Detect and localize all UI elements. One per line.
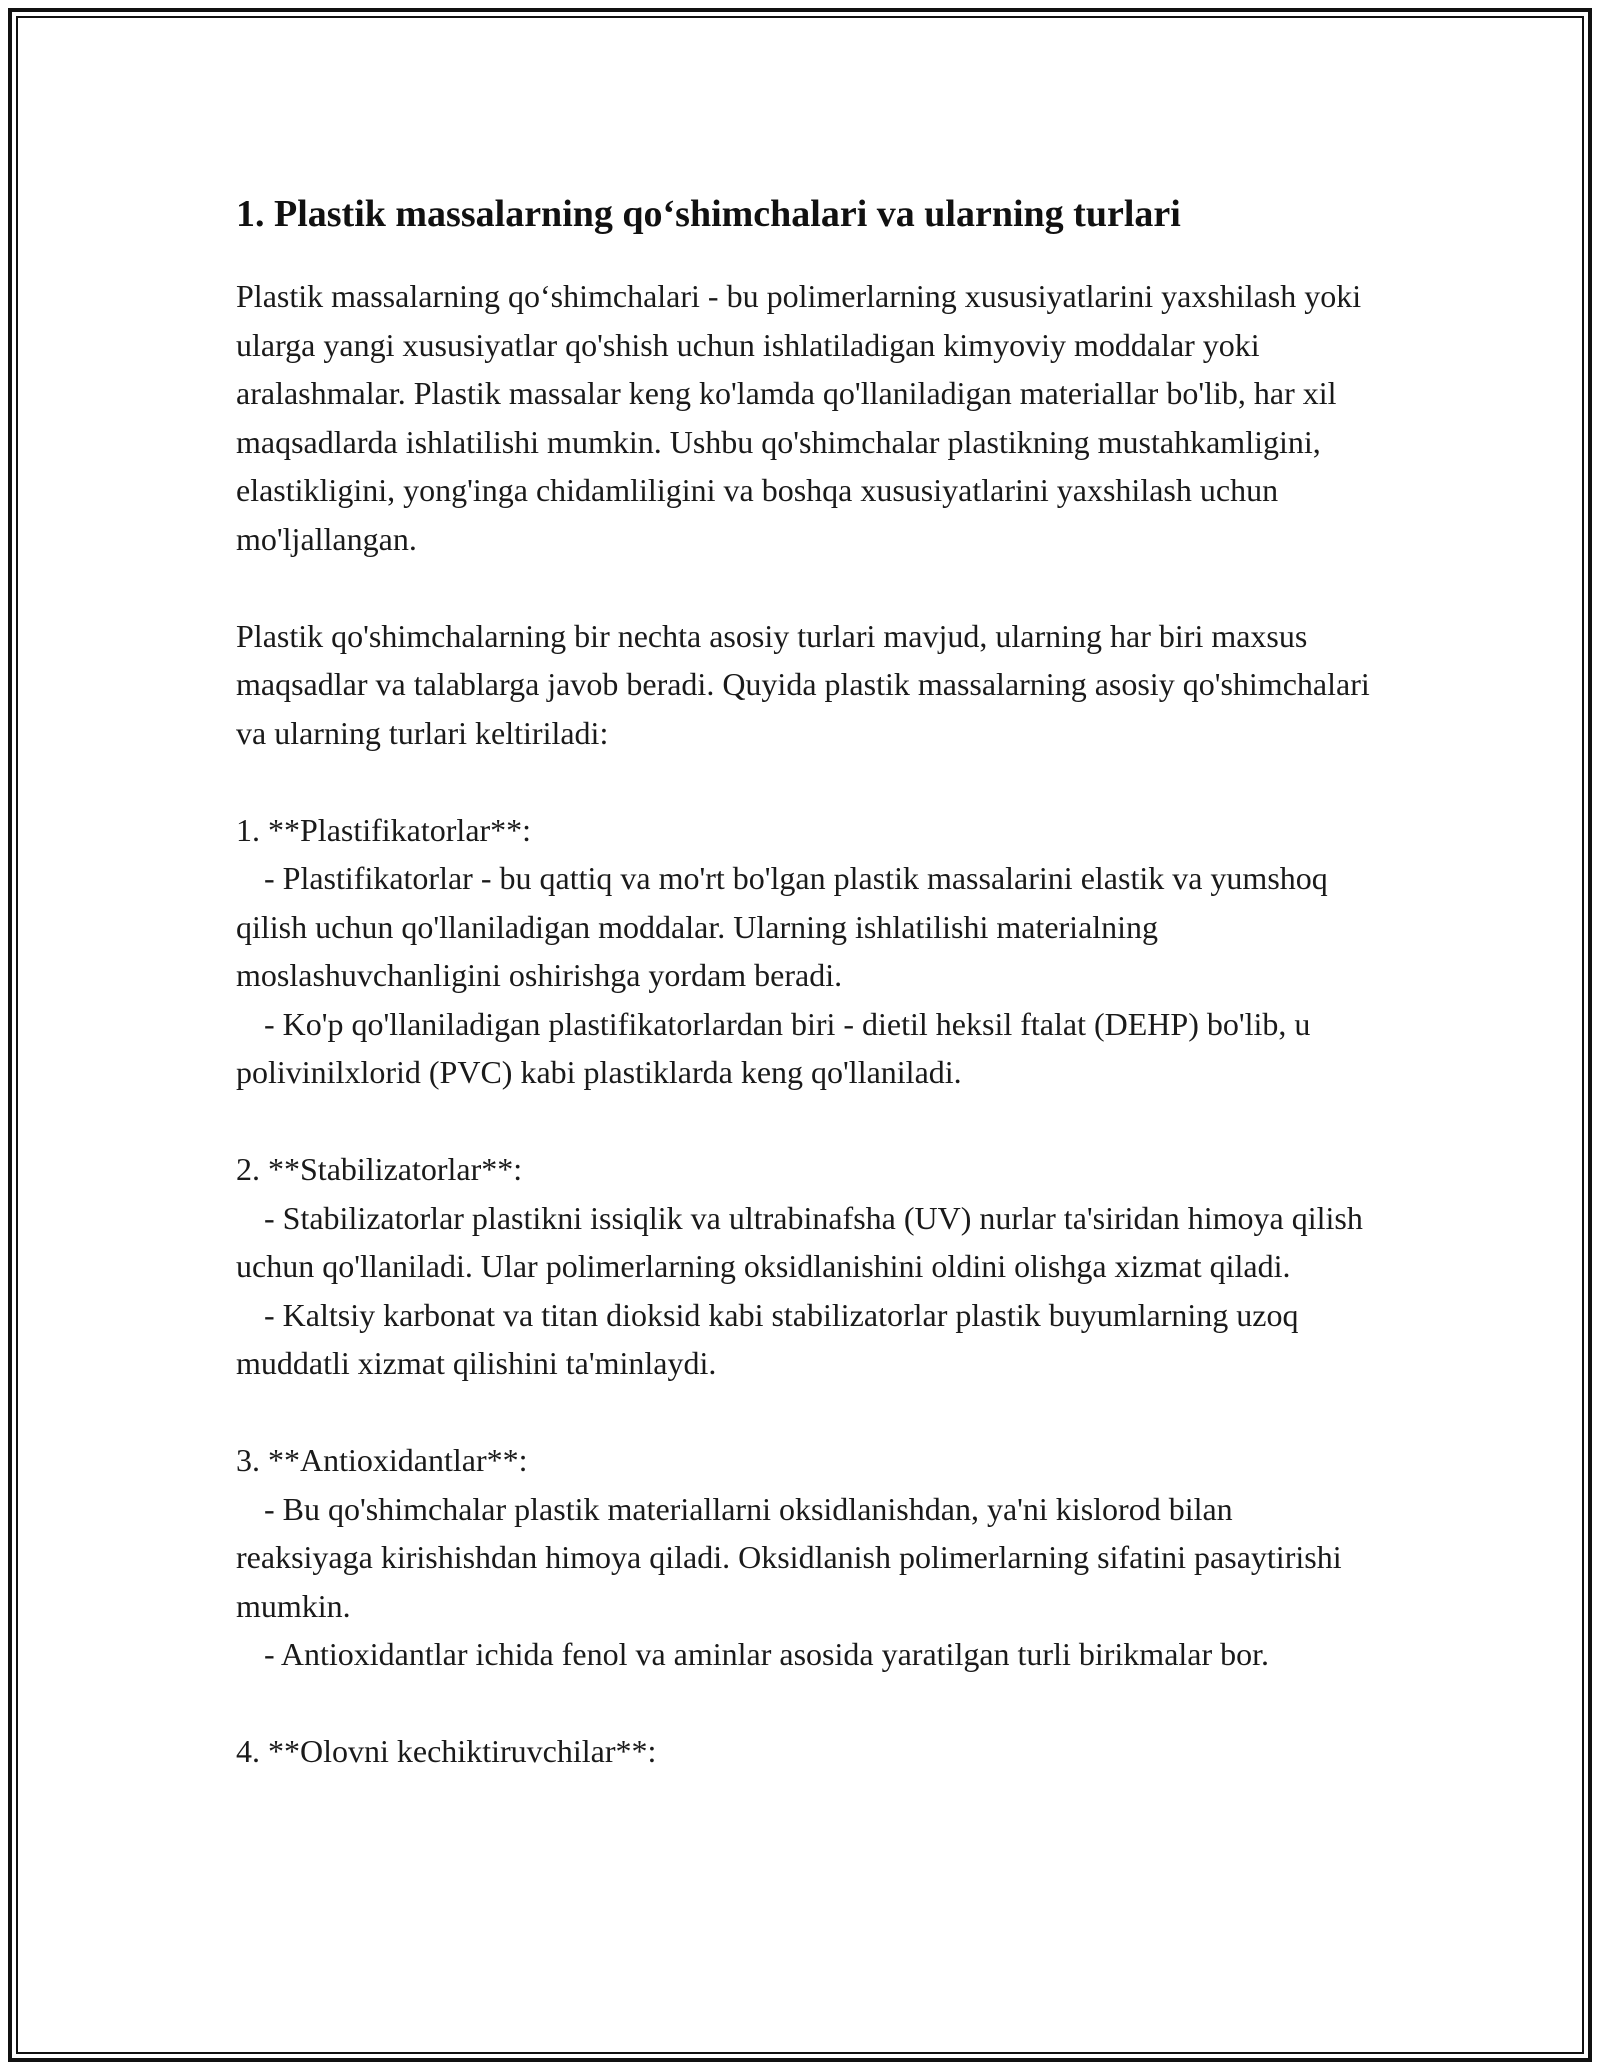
list-item-stabilizatorlar [236,1145,1376,1388]
bullet-text: - Plastifikatorlar - bu qattiq va mo'rt bo'lgan plastik massalarini elastik va yumshoq qilish uchun qo'llaniladigan moddalar. Ularning ishlatilishi materialning moslashuvchanligini oshirishga yordam beradi. [236,860,1328,993]
paragraph-gap [236,563,1376,612]
list-item-bullet [236,1630,1376,1679]
paragraph-gap [236,757,1376,806]
list-item-heading: 3. **Antioxidantlar**: [236,1442,528,1478]
paragraph-gap [236,1679,1376,1728]
intro-paragraph-1: Plastik massalarning qo‘shimchalari - bu polimerlarning xususiyatlarini yaxshilash yoki ularga yangi xususiyatlar qo'shish uchun ishlatiladigan kimyoviy moddalar yoki aralashmalar. Plastik massalar keng ko'lamda qo'llaniladigan materiallar bo'lib, har xil maqsadlarda ishlatilishi mumkin. Ushbu qo'shimchalar plastikning mustahkamligini, elastikligini, yong'inga chidamliligini va boshqa xususiyatlarini yaxshilash uchun mo'ljallangan. [236,278,1362,557]
list-item-bullet [236,854,1376,1000]
list-item-bullet [236,1000,1376,1097]
document-body [236,186,1376,1776]
bullet-text: - Ko'p qo'llaniladigan plastifikatorlardan biri - dietil heksil ftalat (DEHP) bo'lib, u polivinilxlorid (PVC) kabi plastiklarda keng qo'llaniladi. [236,1005,1311,1090]
list-item-heading: 1. **Plastifikatorlar**: [236,811,532,848]
bullet-text: - Kaltsiy karbonat va titan dioksid kabi stabilizatorlar plastik buyumlarning uzoq muddatli xizmat qilishini ta'minlaydi. [236,1296,1299,1381]
list-item-antioxidantlar [236,1436,1376,1679]
list-item-plastifikatorlar [236,806,1376,1097]
list-item-heading: 4. **Olovni kechiktiruvchilar**: [236,1733,657,1769]
bullet-text: - Stabilizatorlar plastikni issiqlik va ultrabinafsha (UV) nurlar ta'siridan himoya qilish uchun qo'llaniladi. Ular polimerlarning oksidlanishini oldini olishga xizmat qiladi. [236,1199,1363,1284]
list-item-bullet [236,1485,1376,1631]
paragraph-gap [236,1388,1376,1437]
list-item-heading: 2. **Stabilizatorlar**: [236,1151,523,1187]
list-item-olovni-kechiktiruvchilar [236,1727,1376,1776]
paragraph-gap [236,1097,1376,1146]
list-item-bullet [236,1291,1376,1388]
document-title: 1. Plastik massalarning qo‘shimchalari va ularning turlari [236,193,1181,235]
bullet-text: - Bu qo'shimchalar plastik materiallarni oksidlanishdan, ya'ni kislorod bilan reaksiyaga kirishishdan himoya qiladi. Oksidlanish polimerlarning sifatini pasaytirishi mumkin. [236,1490,1342,1624]
list-item-bullet [236,1194,1376,1291]
bullet-text: - Antioxidantlar ichida fenol va aminlar asosida yaratilgan turli birikmalar bor. [264,1636,1270,1672]
intro-paragraph-2: Plastik qo'shimchalarning bir nechta asosiy turlari mavjud, ularning har biri maxsus maqsadlar va talablarga javob beradi. Quyida plastik massalarning asosiy qo'shimchalari va ularning turlari keltiriladi: [236,617,1370,751]
